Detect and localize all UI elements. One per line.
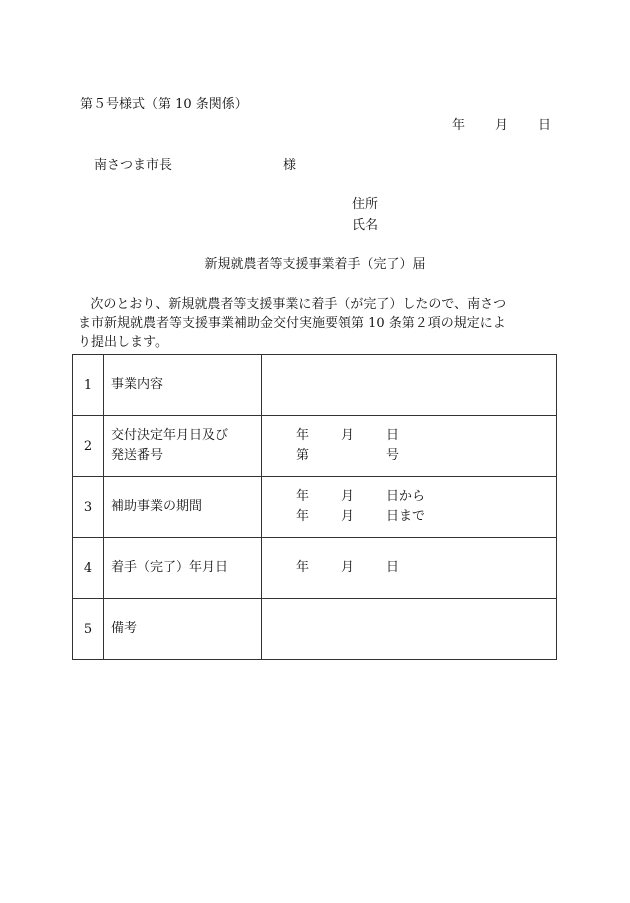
row-value-part: 号 [386,448,400,463]
table-row [73,599,557,660]
row-label-line: 交付決定年月日及び [111,428,229,443]
row-label [104,355,262,416]
row-value-part: 年 [296,560,310,575]
row-value[interactable] [262,416,557,477]
row-label [104,416,262,477]
row-value-part: 月 [341,489,355,504]
row-label-line: 補助事業の期間 [111,499,203,514]
row-label-line: 備考 [111,621,138,636]
table-row [73,477,557,538]
row-value-line [296,558,556,578]
row-label [104,538,262,599]
row-label [104,599,262,660]
body-line: ま市新規就農者等支援事業補助金交付実施要領第 10 条第２項の規定によ [78,316,506,331]
row-value-part: 日から [386,489,426,504]
row-value-part: 月 [341,560,355,575]
table-row [73,416,557,477]
name-label: 氏名 [352,218,379,233]
body-line: 次のとおり、新規就農者等支援事業に着手（が完了）したので、南さつ [90,297,507,312]
row-value-part: 第 [296,448,310,463]
row-label-line: 事業内容 [111,377,164,392]
body-paragraph [78,295,558,352]
row-number: 1 [73,355,104,416]
document-title: 新規就農者等支援事業着手（完了）届 [204,257,426,272]
row-value[interactable] [262,355,557,416]
row-value-part: 日 [386,428,400,443]
row-label-line: 着手（完了）年月日 [111,560,229,575]
row-number: 5 [73,599,104,660]
row-number: 3 [73,477,104,538]
row-value-part: 日まで [386,509,426,524]
addressee-name: 南さつま市長 [94,158,173,173]
date-month-label: 月 [495,118,509,133]
row-label-line: 発送番号 [111,448,164,463]
row-value-line [296,446,556,466]
row-value-part: 年 [296,428,310,443]
row-number: 4 [73,538,104,599]
submission-date [452,118,551,134]
report-table [72,354,557,660]
row-value[interactable] [262,538,557,599]
date-day-label: 日 [538,118,552,133]
table-row [73,355,557,416]
addressee-honorific: 様 [283,158,297,173]
row-value-part: 月 [341,428,355,443]
row-value-part: 年 [296,509,310,524]
row-value[interactable] [262,599,557,660]
row-label [104,477,262,538]
row-value-part: 日 [386,560,400,575]
row-value-line [296,426,556,446]
form-number: 第５号様式（第 10 条関係） [80,97,248,112]
address-label: 住所 [352,197,379,212]
row-value-line [296,507,556,527]
row-value-line [296,487,556,507]
row-number: 2 [73,416,104,477]
row-value[interactable] [262,477,557,538]
row-value-part: 年 [296,489,310,504]
body-line: り提出します。 [78,335,168,350]
date-year-label: 年 [452,118,466,133]
table-row [73,538,557,599]
row-value-part: 月 [341,509,355,524]
